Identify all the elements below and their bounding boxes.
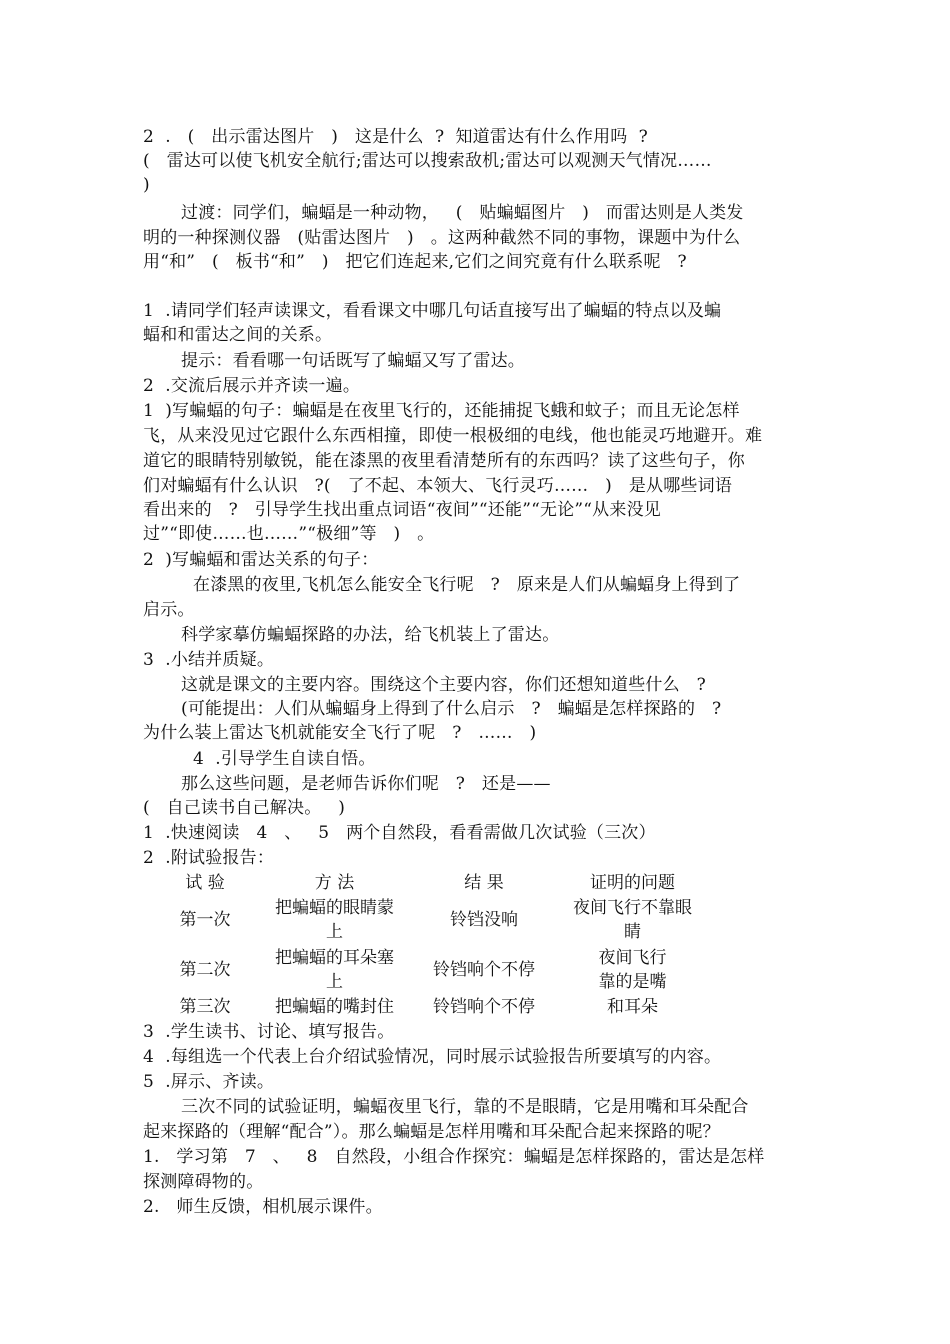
text-line: 飞，从来没见过它跟什么东西相撞，即使一根极细的电线，他也能灵巧地避开。难 bbox=[143, 426, 763, 446]
text-line: 1 )写蝙蝠的句子：蝙蝠是在夜里飞行的，还能捕捉飞蛾和蚊子；而且无论怎样 bbox=[143, 401, 740, 421]
text-line: 过渡：同学们，蝙蝠是一种动物， ( 贴蝙蝠图片 ) 而雷达则是人类发 bbox=[181, 203, 744, 223]
text-line: 用“和” ( 板书“和” ) 把它们连起来,它们之间究竟有什么联系呢 ? bbox=[143, 252, 687, 272]
text-line: 们对蝙蝠有什么认识 ?( 了不起、本领大、飞行灵巧…… ) 是从哪些词语 bbox=[143, 476, 733, 496]
table-header: 试 验 bbox=[185, 873, 225, 893]
table-header: 结 果 bbox=[464, 873, 504, 893]
text-line: 1 .快速阅读 4 、 5 两个自然段，看看需做几次试验（三次） bbox=[143, 823, 656, 843]
text-line: (可能提出：人们从蝙蝠身上得到了什么启示 ? 蝙蝠是怎样探路的 ? bbox=[181, 699, 722, 719]
table-header: 证明的问题 bbox=[590, 873, 675, 893]
text-line: 明的一种探测仪器 (贴雷达图片 ) 。这两种截然不同的事物，课题中为什么 bbox=[143, 228, 741, 248]
text-line: ) bbox=[143, 175, 150, 195]
text-line: 那么这些问题，是老师告诉你们呢 ? 还是—— bbox=[181, 774, 551, 794]
text-line: 4 .引导学生自读自悟。 bbox=[193, 749, 376, 769]
table-cell: 铃铛没响 bbox=[450, 910, 518, 930]
table-cell: 夜间飞行不靠眼 睛 bbox=[573, 898, 692, 942]
table-cell: 把蝙蝠的嘴封住 bbox=[275, 997, 394, 1017]
table-cell: 第二次 bbox=[179, 960, 231, 980]
table-cell: 铃铛响个不停 bbox=[433, 960, 535, 980]
text-line: 启示。 bbox=[143, 600, 195, 620]
table-cell: 铃铛响个不停 bbox=[433, 997, 535, 1017]
table-cell: 把蝙蝠的眼睛蒙 上 bbox=[275, 898, 394, 942]
table-cell: 夜间飞行 靠的是嘴 bbox=[598, 948, 667, 992]
table-cell: 第三次 bbox=[179, 997, 231, 1017]
text-line: 4 .每组选一个代表上台介绍试验情况，同时展示试验报告所要填写的内容。 bbox=[143, 1047, 722, 1067]
text-line: 1. 学习第 7 、 8 自然段，小组合作探究：蝙蝠是怎样探路的，雷达是怎样 bbox=[143, 1147, 765, 1167]
text-line: 过”“即使……也……”“极细”等 ) 。 bbox=[143, 524, 435, 544]
text-line: 1 .请同学们轻声读课文，看看课文中哪几句话直接写出了蝙蝠的特点以及蝙 bbox=[143, 301, 722, 321]
text-line: 探测障碍物的。 bbox=[143, 1172, 264, 1192]
text-line: 提示：看看哪一句话既写了蝙蝠又写了雷达。 bbox=[181, 351, 525, 371]
text-line: 起来探路的（理解“配合”）。那么蝙蝠是怎样用嘴和耳朵配合起来探路的呢？ bbox=[143, 1122, 720, 1142]
text-line: 5 .屏示、齐读。 bbox=[143, 1072, 275, 1092]
text-line: 2. 师生反馈，相机展示课件。 bbox=[143, 1197, 383, 1217]
text-line: 2 )写蝙蝠和雷达关系的句子： bbox=[143, 550, 379, 570]
text-line: 2 .附试验报告： bbox=[143, 848, 275, 868]
text-line: 蝠和和雷达之间的关系。 bbox=[143, 325, 333, 345]
table-cell: 和耳朵 bbox=[607, 997, 658, 1017]
text-line: 在漆黑的夜里,飞机怎么能安全飞行呢 ? 原来是人们从蝙蝠身上得到了 bbox=[193, 575, 741, 595]
table-cell: 把蝙蝠的耳朵塞 上 bbox=[275, 948, 394, 992]
text-line: 三次不同的试验证明，蝙蝠夜里飞行，靠的不是眼睛，它是用嘴和耳朵配合 bbox=[181, 1097, 749, 1117]
text-line: ( 自己读书自己解决。 ) bbox=[143, 798, 346, 818]
text-line: 看出来的 ? 引导学生找出重点词语“夜间”“还能”“无论”“从来没见 bbox=[143, 500, 661, 520]
text-line: 2 .交流后展示并齐读一遍。 bbox=[143, 376, 361, 396]
table-cell: 第一次 bbox=[179, 910, 231, 930]
table-header: 方 法 bbox=[314, 873, 355, 893]
text-line: 3 .学生读书、讨论、填写报告。 bbox=[143, 1022, 395, 1042]
text-line: 科学家摹仿蝙蝠探路的办法，给飞机装上了雷达。 bbox=[181, 625, 560, 645]
text-line: 3 .小结并质疑。 bbox=[143, 650, 275, 670]
text-line: ( 雷达可以使飞机安全航行;雷达可以搜索敌机;雷达可以观测天气情况…… bbox=[143, 151, 712, 171]
text-line: 道它的眼睛特别敏锐，能在漆黑的夜里看清楚所有的东西吗？读了这些句子，你 bbox=[143, 451, 745, 471]
text-line: 为什么装上雷达飞机就能安全飞行了呢 ? …… ) bbox=[143, 723, 537, 743]
text-line: 2 . ( 出示雷达图片 ) 这是什么 ? 知道雷达有什么作用吗 ? bbox=[143, 127, 648, 147]
text-line: 这就是课文的主要内容。围绕这个主要内容，你们还想知道些什么 ? bbox=[181, 675, 706, 695]
